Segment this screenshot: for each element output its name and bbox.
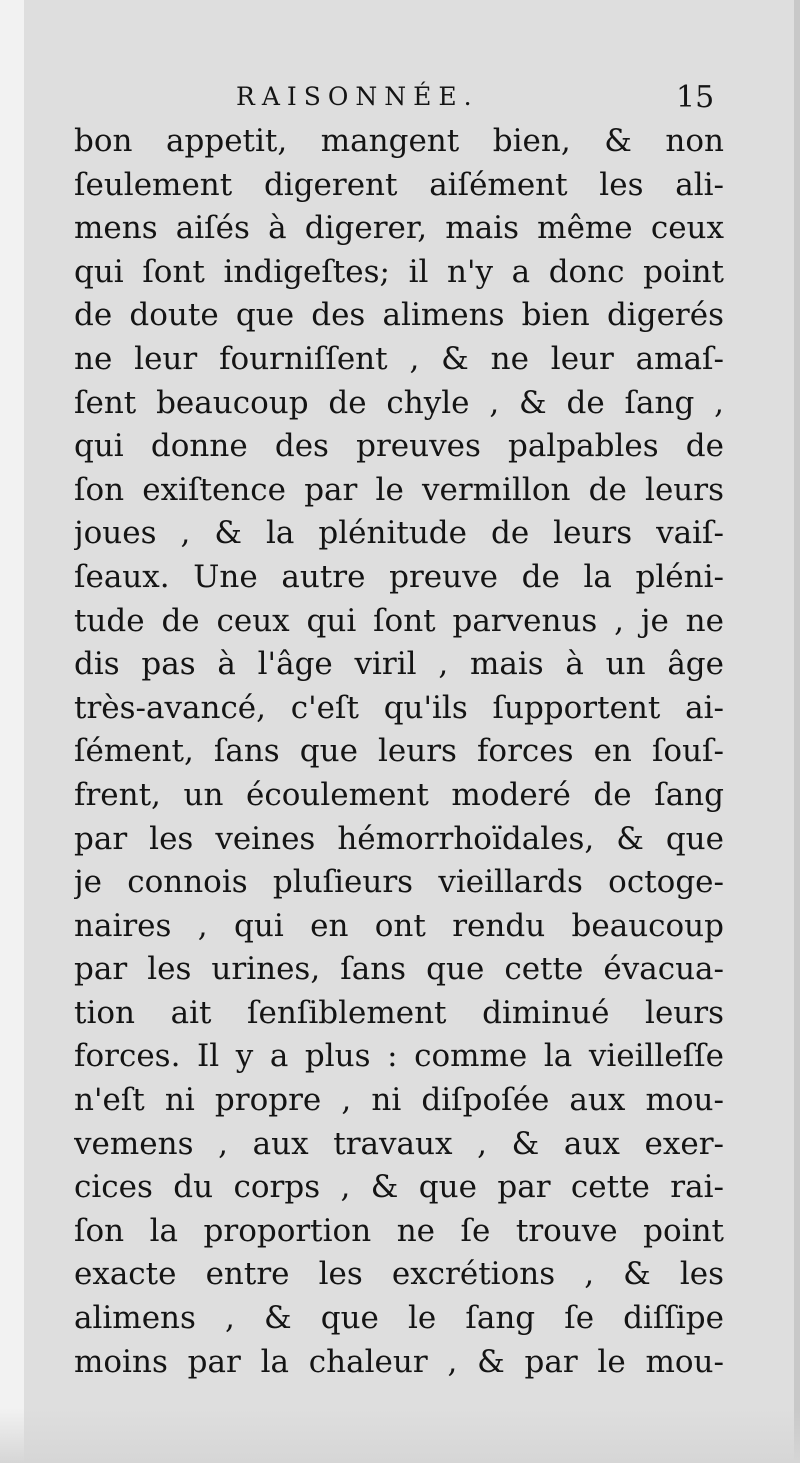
running-head: RAISONNÉE.: [236, 82, 479, 111]
text-line: ſon exiſtence par le vermillon de leurs: [74, 471, 724, 508]
text-line: bon appetit, mangent bien, & non: [74, 123, 724, 159]
text-line: par les veines hémorrhoïdales, & que: [74, 820, 724, 857]
text-line: très-avancé, c'eſt qu'ils ſupportent ai-: [74, 689, 724, 726]
text-line: alimens , & que le ſang ſe diſſipe: [74, 1300, 724, 1337]
text-line: vemens , aux travaux , & aux exer-: [74, 1125, 724, 1162]
page-right-edge: [794, 0, 800, 1463]
text-line: ſeaux. Une autre preuve de la pléni-: [74, 558, 724, 595]
text-line: je connois pluſieurs vieillards octoge-: [74, 864, 724, 901]
text-line: naires , qui en ont rendu beaucoup: [74, 907, 724, 944]
page-bottom-margin: [0, 1408, 800, 1463]
text-line: cices du corps , & que par cette rai-: [74, 1169, 724, 1206]
page-left-margin: [0, 0, 24, 1463]
text-line: exacte entre les excrétions , & les: [74, 1256, 724, 1293]
body-text: [74, 120, 724, 1384]
text-line: mens aiſés à digerer, mais même ceux: [74, 210, 724, 247]
text-line: n'eſt ni propre , ni diſpoſée aux mou-: [74, 1082, 724, 1119]
text-line: frent, un écoulement moderé de ſang: [74, 776, 724, 813]
text-line: ſément, ſans que leurs forces en ſouſ-: [74, 733, 724, 770]
text-line: ſon la proportion ne ſe trouve point: [74, 1212, 724, 1249]
text-line: par les urines, ſans que cette évacua-: [74, 951, 724, 988]
text-line: qui donne des preuves palpables de: [74, 428, 724, 465]
text-line: qui ſont indigeſtes; il n'y a donc point: [74, 253, 724, 290]
text-line: tude de ceux qui ſont parvenus , je ne: [74, 602, 724, 639]
text-line: joues , & la plénitude de leurs vaiſ-: [74, 515, 724, 552]
text-line: ſeulement digerent aiſément les ali-: [74, 166, 724, 203]
text-line: moins par la chaleur , & par le mou-: [74, 1343, 724, 1380]
text-line: ne leur fourniſſent , & ne leur amaſ-: [74, 340, 724, 377]
text-line: de doute que des alimens bien digerés: [74, 297, 724, 334]
text-line: forces. Il y a plus : comme la vieilleſſe: [74, 1038, 724, 1075]
text-line: ſent beaucoup de chyle , & de ſang ,: [74, 384, 724, 421]
page-number: 15: [676, 80, 715, 115]
text-line: tion ait ſenſiblement diminué leurs: [74, 994, 724, 1031]
text-line: dis pas à l'âge viril , mais à un âge: [74, 646, 724, 683]
